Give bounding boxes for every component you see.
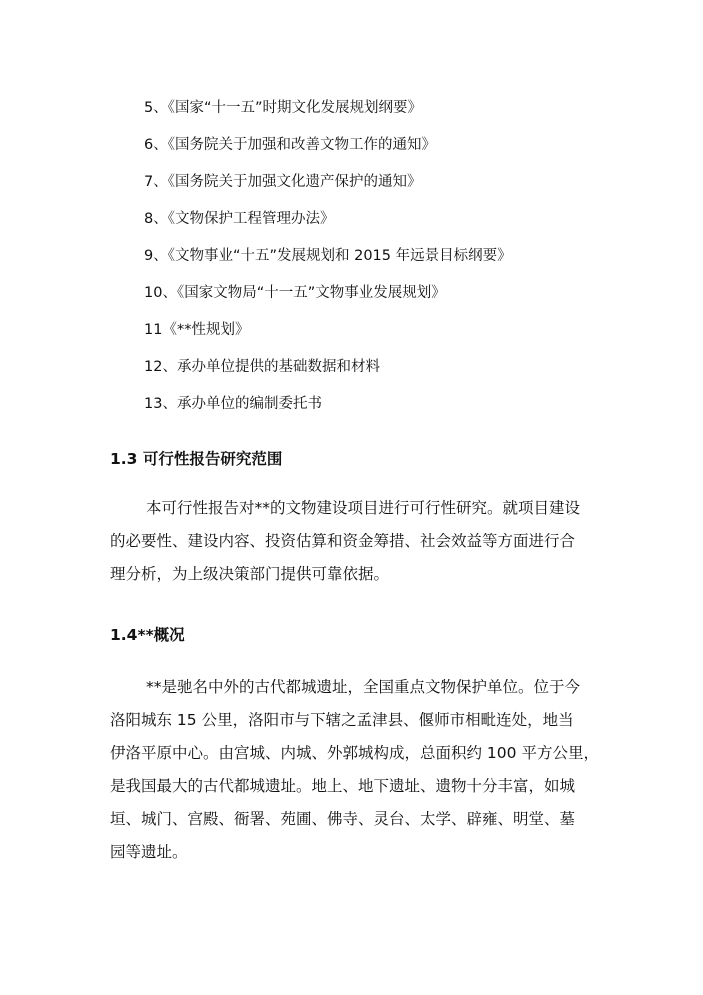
paragraph-line: 垣、城门、宫殿、衙署、苑圃、佛寺、灵台、太学、辟雍、明堂、墓 xyxy=(110,810,576,828)
reference-item: 9、《文物事业“十五”发展规划和 2015 年远景目标纲要》 xyxy=(144,248,512,264)
reference-item: 13、承办单位的编制委托书 xyxy=(144,396,322,412)
paragraph-line: 园等遗址。 xyxy=(110,843,188,861)
section-1-3-paragraph xyxy=(110,492,610,591)
reference-item: 8、《文物保护工程管理办法》 xyxy=(144,211,335,227)
section-1-4-heading: 1.4**概况 xyxy=(110,626,185,644)
paragraph-line: 伊洛平原中心。由宫城、内城、外郭城构成，总面积约 100 平方公里， xyxy=(110,744,599,762)
paragraph-line: **是驰名中外的古代都城遗址，全国重点文物保护单位。位于今 xyxy=(146,678,581,696)
paragraph-line: 本可行性报告对**的文物建设项目进行可行性研究。就项目建设 xyxy=(146,499,581,517)
reference-item: 12、承办单位提供的基础数据和材料 xyxy=(144,359,380,375)
reference-list xyxy=(144,94,624,427)
paragraph-line: 的必要性、建设内容、投资估算和资金筹措、社会效益等方面进行合 xyxy=(110,532,576,550)
paragraph-line: 洛阳城东 15 公里，洛阳市与下辖之孟津县、偃师市相毗连处，地当 xyxy=(110,711,574,729)
reference-item: 5、《国家“十一五”时期文化发展规划纲要》 xyxy=(144,100,422,116)
section-1-3-heading: 1.3 可行性报告研究范围 xyxy=(110,450,283,468)
paragraph-line: 理分析，为上级决策部门提供可靠依据。 xyxy=(110,565,390,583)
reference-item: 10、《国家文物局“十一五”文物事业发展规划》 xyxy=(144,285,446,301)
reference-item: 7、《国务院关于加强文化遗产保护的通知》 xyxy=(144,174,422,190)
reference-item: 6、《国务院关于加强和改善文物工作的通知》 xyxy=(144,137,436,153)
paragraph-line: 是我国最大的古代都城遗址。地上、地下遗址、遗物十分丰富，如城 xyxy=(110,777,576,795)
section-1-4-paragraph xyxy=(110,671,610,869)
reference-item: 11《**性规划》 xyxy=(144,322,250,338)
